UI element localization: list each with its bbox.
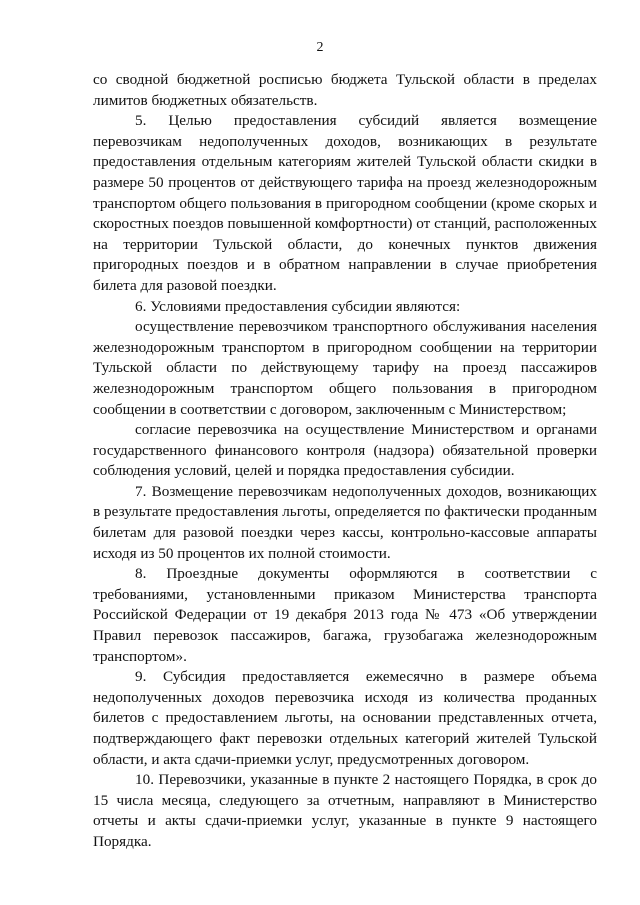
paragraph-item-8: 8. Проездные документы оформляются в соответствии с требованиями, установленными приказом Министерства транспорта Российской Федерации от 19 декабря 2013 года № 473 «Об утверждении Правил перевозок пассажиров, багажа, грузобагажа железнодорожным транспортом». — [93, 565, 597, 665]
paragraph-item-5: 5. Целью предоставления субсидий является возмещение перевозчикам недополученных доходов, возникающих в результате предоставления отдельным категориям жителей Тульской области скидки в размере 50 процентов от действующего тарифа на проезд железнодорожным транспортом общего пользования в пригородном сообщении (кроме скорых и скоростных поездов повышенной комфортности) от станций, расположенных на территории Тульской области, до конечных пунктов движения пригородных поездов и в обратном направлении в случае приобретения билета для разовой поездки. — [93, 112, 597, 294]
document-body — [93, 70, 597, 853]
paragraph-continuation: со сводной бюджетной росписью бюджета Тульской области в пределах лимитов бюджетных обязательств. — [93, 71, 597, 109]
paragraph-item-7: 7. Возмещение перевозчикам недополученных доходов, возникающих в результате предоставления льготы, определяется по фактически проданным билетам для разовой поездки через кассы, контрольно-кассовые аппараты исходя из 50 процентов их полной стоимости. — [93, 482, 597, 562]
paragraph-item-9: 9. Субсидия предоставляется ежемесячно в размере объема недополученных доходов перевозчика исходя из количества проданных билетов с предоставлением льготы, на основании представленных отчета, подтверждающего факт перевозки отдельных категорий жителей Тульской области, и акта сдачи-приемки услуг, предусмотренных договором. — [93, 668, 597, 768]
page-number: 2 — [316, 40, 324, 55]
paragraph-item-6: 6. Условиями предоставления субсидии являются: — [135, 297, 461, 315]
paragraph-condition-2: согласие перевозчика на осуществление Министерством и органами государственного финансового контроля (надзора) обязательной проверки соблюдения условий, целей и порядка предоставления субсидии. — [93, 421, 597, 480]
paragraph-condition-1: осуществление перевозчиком транспортного обслуживания населения железнодорожным транспортом в пригородном сообщении на территории Тульской области по действующему тарифу на проезд пассажиров железнодорожным транспортом общего пользования в пригородном сообщении в соответствии с договором, заключенным с Министерством; — [93, 318, 597, 418]
paragraph-item-10: 10. Перевозчики, указанные в пункте 2 настоящего Порядка, в срок до 15 числа месяца, следующего за отчетным, направляют в Министерство отчеты и акты сдачи-приемки услуг, указанные в пункте 9 настоящего Порядка. — [93, 771, 597, 850]
